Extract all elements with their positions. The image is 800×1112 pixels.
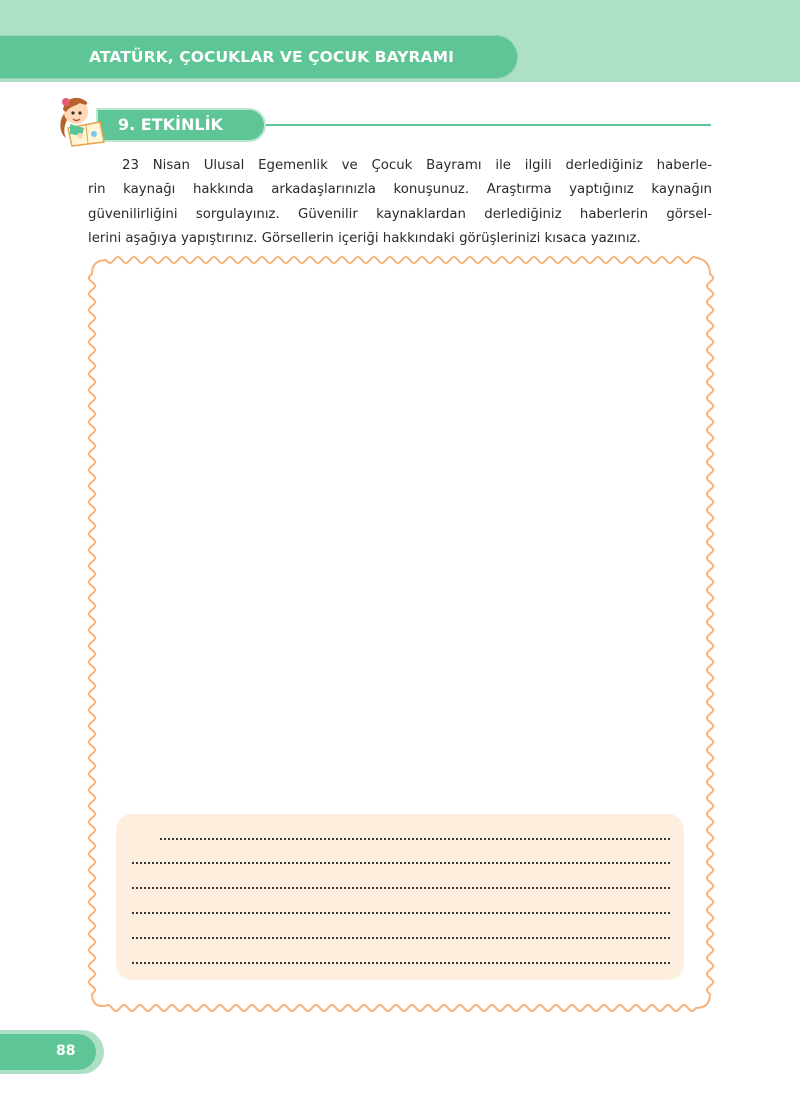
activity-rule <box>250 124 711 126</box>
instruction-line: lerini aşağıya yapıştırınız. Görsellerin içeriği hakkındaki görüşlerinizi kısaca yazınız. <box>88 231 641 247</box>
answer-line[interactable] <box>132 862 670 864</box>
instruction-line: 23 Nisan Ulusal Egemenlik ve Çocuk Bayramı ile ilgili derlediğiniz haberle- <box>122 158 712 173</box>
answer-line[interactable] <box>132 912 670 914</box>
page-number: 88 <box>56 1043 76 1059</box>
answer-line[interactable] <box>160 838 670 840</box>
page-number-tab-inner <box>0 1034 96 1070</box>
girl-reading-mascot-icon <box>54 92 116 148</box>
instruction-line: güvenilirliğini sorgulayınız. Güvenilir kaynaklardan derlediğiniz haberlerin görsel- <box>88 206 712 222</box>
activity-instructions <box>88 154 712 252</box>
answer-line[interactable] <box>132 962 670 964</box>
chapter-title: ATATÜRK, ÇOCUKLAR VE ÇOCUK BAYRAMI <box>89 48 455 66</box>
activity-title: 9. ETKİNLİK <box>118 115 223 134</box>
instruction-line: rin kaynağı hakkında arkadaşlarınızla konuşunuz. Araştırma yaptığınız kaynağın <box>88 182 712 198</box>
answer-line[interactable] <box>132 887 670 889</box>
answer-line[interactable] <box>132 937 670 939</box>
